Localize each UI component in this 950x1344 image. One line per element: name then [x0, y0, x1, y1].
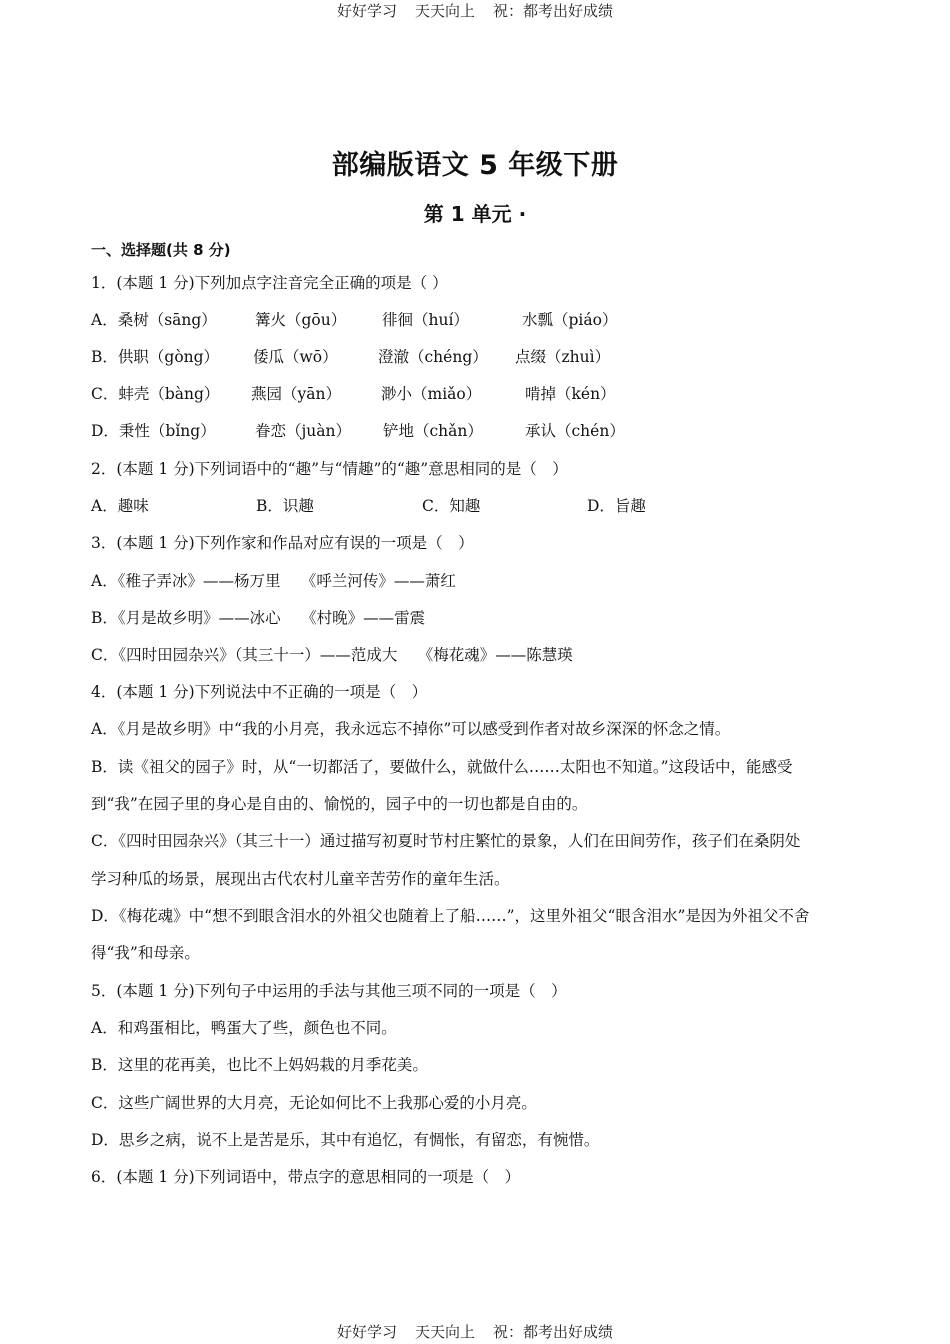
q6-stem: 6．(本题 1 分)下列词语中，带点字的意思相同的一项是（ ）: [91, 1168, 521, 1186]
q1-b-1: B．供职（gòng）: [91, 348, 220, 366]
q3-option-a: A．《稚子弄冰》——杨万里 《呼兰河传》——萧红: [91, 572, 456, 590]
q1-d-1: D．秉性（bǐng）: [91, 422, 216, 440]
q4-option-d-line2: 得“我”和母亲。: [91, 944, 200, 962]
q1-c-3: 渺小（miǎo）: [381, 385, 482, 403]
q4-option-d-line1: D．《梅花魂》中“想不到眼含泪水的外祖父也随着上了船……”，这里外祖父“眼含泪水”是因为外祖父不舍: [91, 907, 810, 925]
header-motto-3: 祝：都考出好成绩: [493, 2, 614, 20]
q4-option-b-line1: B．读《祖父的园子》时，从“一切都活了，要做什么，就做什么……太阳也不知道。”这段话中，能感受: [91, 758, 793, 776]
footer-motto-3: 祝：都考出好成绩: [493, 1323, 614, 1341]
header-motto-1: 好好学习: [336, 2, 397, 20]
q2-stem: 2．(本题 1 分)下列词语中的“趣”与“情趣”的“趣”意思相同的是（ ）: [91, 460, 568, 478]
footer-motto-1: 好好学习: [336, 1323, 397, 1341]
q1-a-1: A．桑树（sāng）: [91, 311, 217, 329]
q2-option-b: B．识趣: [256, 497, 314, 515]
q3-option-b: B．《月是故乡明》——冰心 《村晚》——雷震: [91, 609, 426, 627]
q5-option-d: D．思乡之病，说不上是苦是乐，其中有追忆，有惆怅，有留恋，有惋惜。: [91, 1131, 600, 1149]
q1-c-4: 啃掉（kén）: [525, 385, 616, 403]
q1-stem: 1．(本题 1 分)下列加点字注音完全正确的项是（ ）: [91, 274, 448, 292]
q5-option-b: B．这里的花再美，也比不上妈妈栽的月季花美。: [91, 1056, 428, 1074]
q2-option-c: C．知趣: [422, 497, 481, 515]
q4-option-a: A．《月是故乡明》中“我的小月亮，我永远忘不掉你”可以感受到作者对故乡深深的怀念之情。: [91, 720, 731, 738]
q1-b-4: 点缀（zhuì）: [515, 348, 611, 366]
q2-options: [91, 494, 891, 516]
q3-option-c: C．《四时田园杂兴》（其三十一）——范成大 《梅花魂》——陈慧瑛: [91, 646, 573, 664]
q3-stem: 3．(本题 1 分)下列作家和作品对应有误的一项是（ ）: [91, 534, 474, 552]
header-motto-2: 天天向上: [414, 2, 475, 20]
q2-option-d: D．旨趣: [587, 497, 646, 515]
q1-option-d: [91, 419, 891, 441]
unit-title: 第 1 单元 ·: [423, 202, 527, 226]
q5-option-a: A．和鸡蛋相比，鸭蛋大了些，颜色也不同。: [91, 1019, 397, 1037]
page-footer: [0, 1321, 950, 1342]
q1-a-4: 水瓢（piáo）: [522, 311, 618, 329]
page-header: [0, 0, 950, 21]
q1-option-c: [91, 382, 891, 404]
q1-d-4: 承认（chén）: [525, 422, 625, 440]
q5-option-c: C．这些广阔世界的大月亮，无论如何比不上我那心爱的小月亮。: [91, 1094, 537, 1112]
section-heading: 一、选择题(共 8 分): [91, 241, 231, 259]
q4-option-b-line2: 到“我”在园子里的身心是自由的、愉悦的，园子中的一切也都是自由的。: [91, 795, 588, 813]
q1-option-b: [91, 345, 891, 367]
q4-option-c-line1: C．《四时田园杂兴》（其三十一）通过描写初夏时节村庄繁忙的景象，人们在田间劳作，孩子们在桑阴处: [91, 832, 801, 850]
q1-a-3: 徘徊（huí）: [382, 311, 469, 329]
q1-a-2: 篝火（gōu）: [255, 311, 347, 329]
page-title: 部编版语文 5 年级下册: [331, 150, 619, 181]
footer-motto-2: 天天向上: [414, 1323, 475, 1341]
q1-option-a: [91, 308, 891, 330]
q1-c-1: C．蚌壳（bàng）: [91, 385, 220, 403]
q1-d-3: 铲地（chǎn）: [383, 422, 483, 440]
q1-c-2: 燕园（yān）: [251, 385, 341, 403]
q5-stem: 5．(本题 1 分)下列句子中运用的手法与其他三项不同的一项是（ ）: [91, 982, 567, 1000]
q2-option-a: A．趣味: [91, 497, 149, 515]
q1-b-2: 倭瓜（wō）: [253, 348, 338, 366]
q4-stem: 4．(本题 1 分)下列说法中不正确的一项是（ ）: [91, 683, 428, 701]
q4-option-c-line2: 学习种瓜的场景，展现出古代农村儿童辛苦劳作的童年生活。: [91, 870, 510, 888]
q1-d-2: 眷恋（juàn）: [255, 422, 352, 440]
q1-b-3: 澄澈（chéng）: [378, 348, 488, 366]
